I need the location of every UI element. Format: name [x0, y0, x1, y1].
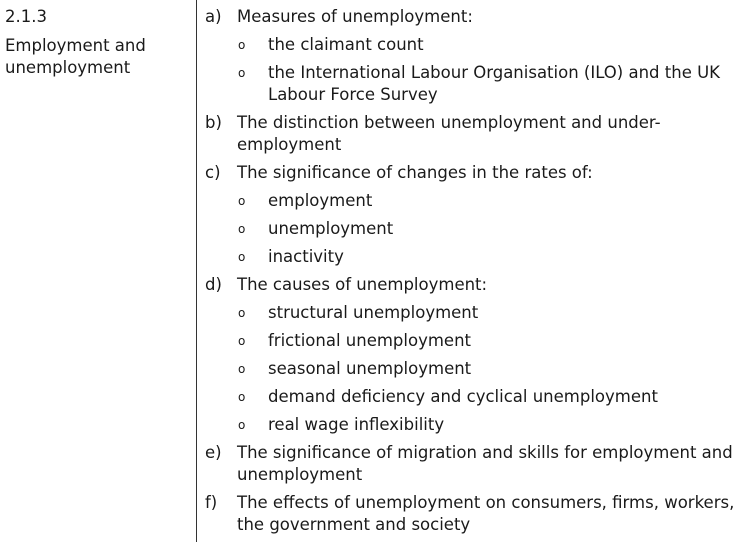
bullet-icon: o [238, 222, 246, 236]
list-item-a [205, 6, 740, 28]
sub-item-text: the claimant count [268, 35, 424, 54]
item-letter: a) [205, 7, 222, 26]
content-list [205, 6, 740, 542]
section-header [5, 6, 190, 79]
list-item-f [205, 492, 740, 536]
bullet-icon: o [238, 334, 246, 348]
sub-item-text: structural unemployment [268, 303, 479, 322]
section-title: Employment and unemployment [5, 36, 146, 77]
sub-item [205, 358, 740, 380]
sub-item-text: the International Labour Organisation (ILO) and the UK Labour Force Survey [268, 63, 720, 104]
bullet-icon: o [238, 38, 246, 52]
sub-item [205, 386, 740, 408]
sub-item [205, 414, 740, 436]
sub-item [205, 302, 740, 324]
item-text: The causes of unemployment: [237, 275, 488, 294]
sub-item [205, 246, 740, 268]
bullet-icon: o [238, 418, 246, 432]
sub-item-text: seasonal unemployment [268, 359, 472, 378]
item-letter: e) [205, 443, 222, 462]
list-item-d [205, 274, 740, 296]
item-letter: c) [205, 163, 221, 182]
item-letter: d) [205, 275, 222, 294]
sub-item [205, 190, 740, 212]
sub-item-text: employment [268, 191, 373, 210]
bullet-icon: o [238, 194, 246, 208]
bullet-icon: o [238, 390, 246, 404]
sub-item-text: real wage inflexibility [268, 415, 445, 434]
list-item-b [205, 112, 740, 156]
item-letter: f) [205, 493, 218, 512]
bullet-icon: o [238, 362, 246, 376]
bullet-icon: o [238, 306, 246, 320]
item-text: The significance of changes in the rates of: [237, 163, 593, 182]
sub-item [205, 218, 740, 240]
sub-item-text: unemployment [268, 219, 394, 238]
sub-item [205, 330, 740, 352]
item-text: Measures of unemployment: [237, 7, 473, 26]
sub-item-text: frictional unemployment [268, 331, 472, 350]
list-item-e [205, 442, 740, 486]
section-number: 2.1.3 [5, 7, 47, 26]
bullet-icon: o [238, 250, 246, 264]
bullet-icon: o [238, 66, 246, 80]
column-divider [196, 0, 197, 542]
sub-item [205, 34, 740, 56]
sub-item [205, 62, 740, 106]
item-text: The significance of migration and skills for employment and unemployment [237, 443, 733, 484]
item-letter: b) [205, 113, 222, 132]
list-item-c [205, 162, 740, 184]
sub-item-text: inactivity [268, 247, 344, 266]
sub-item-text: demand deficiency and cyclical unemployment [268, 387, 658, 406]
item-text: The distinction between unemployment and under-employment [237, 113, 661, 154]
item-text: The effects of unemployment on consumers, firms, workers, the government and society [237, 493, 735, 534]
